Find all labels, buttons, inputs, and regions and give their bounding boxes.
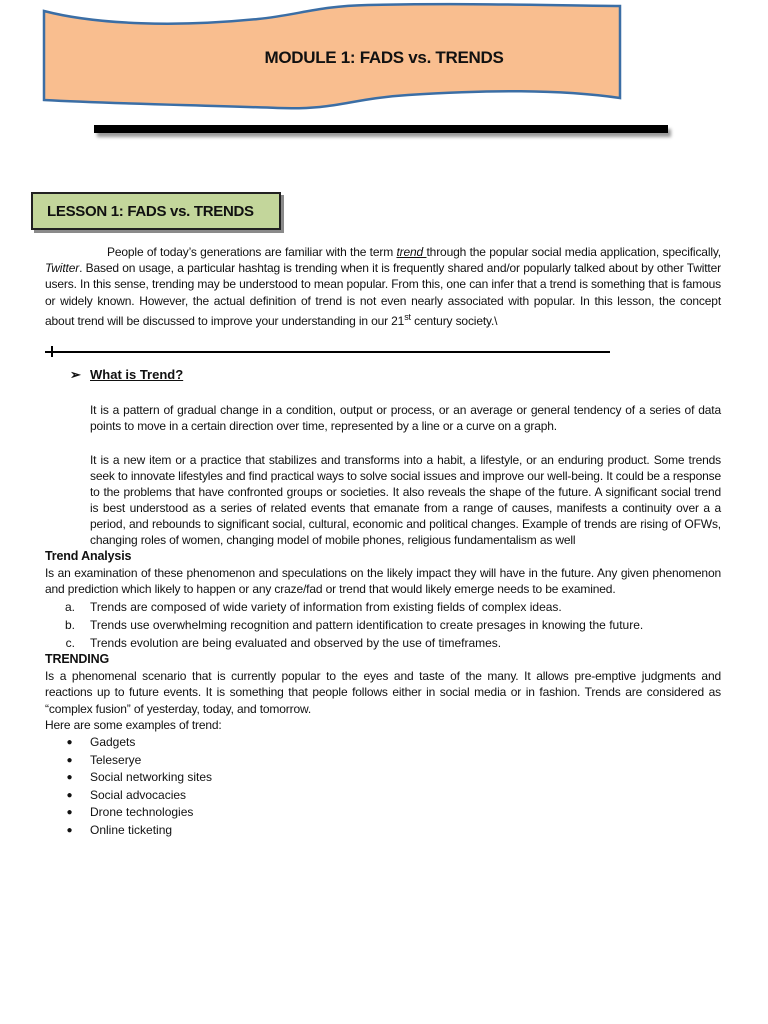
examples-intro: Here are some examples of trend: (45, 718, 222, 732)
list-item-text: Trends are composed of wide variety of information from existing fields of complex ideas. (90, 600, 562, 614)
header-divider (94, 125, 668, 133)
lesson-title-box (31, 192, 281, 230)
intro-superscript: st (404, 311, 411, 322)
list-item-text: Trends use overwhelming recognition and pattern identification to create presages in knowing the future. (90, 618, 644, 632)
trend-analysis-text: Is an examination of these phenomenon and speculations on the likely impact they will have in the future. Any given phenomenon and prediction which likely to happen or any craze/fad or trend that would likely emerge needs to be examined. (45, 565, 721, 596)
list-item (45, 787, 212, 805)
list-item-text: Online ticketing (90, 822, 173, 837)
list-item (45, 752, 212, 770)
trending-heading: TRENDING (45, 652, 110, 666)
list-item-text: Teleserye (90, 752, 142, 767)
list-item-text: Drone technologies (90, 805, 194, 819)
what-is-trend-heading (70, 367, 183, 383)
list-item-text: Social advocacies (90, 787, 187, 802)
list-item-text: Social networking sites (90, 770, 213, 784)
trend-definition-2: It is a new item or a practice that stabilizes and transforms into a habit, a lifestyle, or an enduring product. Some trends seek to innovate lifestyles and find practical ways to solve social issues and improve our well-being. It could be a response to the problems that have confronted groups or societies. It also reveals the shape of the future. A significant social trend is best understood as a series of related events that emanate from a range of causes, manifests a continuity over a a period, and rebounds to significant social, cultural, economic and political changes. Example of trends are rising of OFWs, changing roles of women, changing model of mobile phones, religious fundamentalism as well (90, 453, 721, 547)
list-item (45, 598, 721, 616)
list-marker: b. (64, 618, 75, 632)
trending-section (45, 651, 721, 734)
list-item (45, 616, 721, 634)
trending-text: Is a phenomenal scenario that is currently popular to the eyes and taste of the many. It allows pre-emptive judgments and reactions up to future events. It is something that people follows either in social media or in fashion. Trends are considered as “complex fusion” of yesterday, today, and tomorrow. (45, 668, 721, 716)
module-title: MODULE 1: FADS vs. TRENDS (264, 48, 504, 67)
bullet-icon: ● (66, 754, 73, 766)
section-divider (45, 351, 610, 353)
list-item (45, 804, 212, 822)
trend-definition-1: It is a pattern of gradual change in a condition, output or process, or an average or general tendency of a series of data points to move in a certain direction over time, represented by a line or a curve on a graph. (90, 403, 721, 433)
intro-text-4: century society.\ (410, 313, 498, 328)
intro-app: Twitter (45, 261, 80, 276)
list-item-text: Gadgets (90, 735, 136, 749)
list-item (45, 634, 721, 652)
what-is-trend-label: What is Trend? (90, 367, 184, 382)
bullet-icon: ● (66, 772, 73, 783)
list-item-text: Trends evolution are being evaluated and observed by the use of timeframes. (90, 636, 502, 650)
lesson-title: LESSON 1: FADS vs. TRENDS (47, 203, 254, 220)
intro-term: trend (396, 245, 427, 259)
intro-text-1: People of today’s generations are familiar with the term (107, 245, 397, 259)
arrow-bullet-icon: ➢ (70, 367, 81, 382)
bullet-icon: ● (66, 807, 73, 818)
intro-paragraph (45, 244, 721, 329)
bullet-icon: ● (66, 824, 73, 836)
trend-examples-list (45, 734, 212, 839)
list-item (45, 769, 212, 787)
intro-text-3: . Based on usage, a particular hashtag is trending when it is frequently shared and/or popularly talked about by other Twitter users. In this sense, trending may be understood to mean popular. From this, one can infer that a trend is something that is famous or widely known. However, the actual definition of trend is not even nearly associated with popular. In this lesson, the concept about trend will be discussed to improve your understanding in our 21 (45, 261, 721, 328)
list-item (45, 822, 212, 840)
trend-analysis-section (45, 548, 721, 598)
bullet-icon: ● (66, 737, 73, 748)
bullet-icon: ● (66, 789, 73, 801)
list-marker: a. (64, 600, 75, 614)
list-item (45, 734, 212, 752)
section-divider-tick (51, 346, 53, 357)
list-marker: c. (65, 636, 75, 650)
trend-analysis-list (45, 598, 721, 652)
intro-text-2: through the popular social media application, specifically, (426, 245, 721, 259)
trend-analysis-heading: Trend Analysis (45, 549, 132, 563)
